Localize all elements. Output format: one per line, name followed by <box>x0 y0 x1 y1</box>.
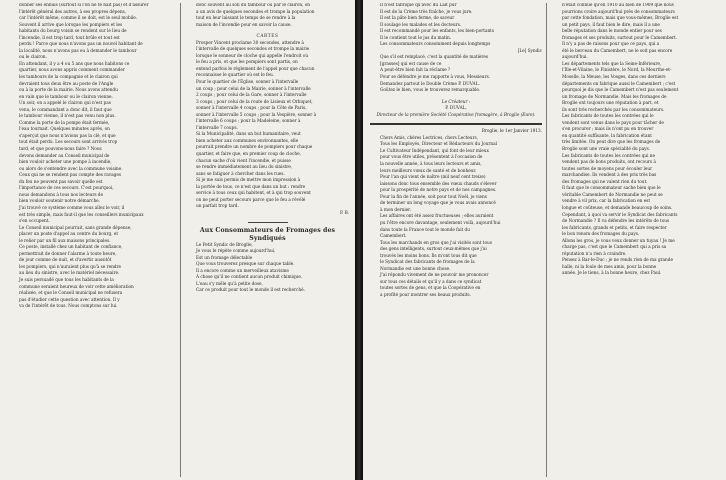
text-line: J'ai répondu vivement de ne pouvoir me prononcer <box>380 273 489 279</box>
text-line: va de l'intérêt de tous. Nous comptons sur lui. <box>19 304 118 310</box>
text-line: Les consommateurs consomment depuis longtemps <box>380 42 491 48</box>
text-line: Un soir, on a appelé le clairon qui n'est pas <box>19 101 111 107</box>
text-line: J'ai trouvé ce système comme vous allez le voir, il <box>19 205 125 211</box>
text-line: Que vous trouverez presque sur chaque table. <box>196 262 295 268</box>
text-line: Pour le quartier de l'Église, sonner à l'intervalle <box>196 80 299 86</box>
text-line: on ne peut porter secours parce que le feu a révélé <box>196 197 306 203</box>
text-line: été le berceau du Camembert, ne le soit pas encore <box>562 48 673 54</box>
text-line: l'eau tournait. Quelques minutes après, on <box>19 127 110 133</box>
syndic: [Le] Syndic <box>517 48 542 54</box>
text-line: quartier, et faire que, en premier coup de cloche, <box>196 152 301 158</box>
left-column-1 <box>9 3 175 477</box>
text-line: pas d'étudier cette question avec attention. Il y <box>19 297 120 303</box>
text-line: s'en procurer ; mais ils n'ont pu en trouver <box>562 127 654 133</box>
text-line: Pour l'an qui vient de naître (mil neuf cent treize) <box>380 175 486 181</box>
text-line: vendent pas de bons produits, ont recours à <box>562 160 656 166</box>
text-line: Si la Municipalité, dans un but humanitaire, veut <box>196 132 301 138</box>
text-line: perdu ! Parce que nous n'avons pas un nouvel habitant de <box>19 42 143 48</box>
text-line: tout en leur laissant le temps de se rendre à la <box>196 16 296 22</box>
text-line: Allons les gros, je vous veux donner un tuyau ! Je me <box>562 238 675 244</box>
text-line: trouvés les moins bons. Ils m'ont tous dit que <box>380 253 477 259</box>
text-line: l'intérêt général des autres, à ses propres dépens, <box>19 9 127 15</box>
text-line: Il soulage les malades et les docteurs. <box>380 22 462 28</box>
text-line: est très simple, mais faut-il que les conseillers municipaux <box>19 212 144 218</box>
text-line: Pour la fin de l'année, soit pour tout Noël, je viens <box>380 194 487 200</box>
text-line: un petit pays, il faut bien le dire, mais il a une <box>562 22 660 28</box>
text-line: Il est de la Crème très fraîche, je vous jure. <box>380 9 473 15</box>
text-line: la localité, nous n'avons pas eu à demander le tambour <box>19 48 137 54</box>
text-line: de terminer un long voyage que je vous avais annoncé <box>380 201 496 207</box>
text-line: Le Petit Syndic de Broglie, <box>196 242 253 248</box>
text-line: charge pas, c'est que le Camembert qui a pris sa <box>562 245 667 251</box>
text-line: reconnaisse le quartier où est le feu. <box>196 73 275 79</box>
column-rule <box>546 3 547 477</box>
right-column-1 <box>370 3 542 477</box>
text-line: Chers Amis, chères Lectrices, chers Lecteurs, <box>380 135 478 141</box>
text-line: des gens intelligents, surtout ceux-mêmes que j'ai <box>380 247 487 253</box>
text-line: devraient tous deux être au poste de l'Angle <box>19 81 114 87</box>
text-line: Il n'est fabriqué qu'avec du Lait pur <box>380 3 457 8</box>
text-line: habitants du bourg voisin se rendent sur le lieu de <box>19 29 127 35</box>
text-line: [grasses] qui est cause de ce <box>380 61 442 67</box>
text-line: à mon dernier. <box>380 207 412 213</box>
text-line: Le Conseil municipal pourrait, sans grande dépense, <box>19 225 132 231</box>
createur: Le Créateur : <box>441 99 471 105</box>
text-line: l'intervalle 6 coups ; pour la Madeleine, sonner à <box>196 119 301 125</box>
text-line: Ce poste, installé chez un habitant de confiance, <box>19 245 123 251</box>
right-column-2 <box>552 3 719 477</box>
text-line: laissons donc tous ensemble des vœux chauds s'élever <box>380 181 497 187</box>
text-line: le feu a pris, et que les pompiers sont partis, on <box>196 60 298 66</box>
text-line: Il a encore comme un merveilleux atavisme <box>196 268 289 274</box>
text-line: Prosper Vincent proclame 30 secondes, attendre à <box>196 40 304 46</box>
text-line: un coup ; pour celui de la Mairie, sonner à l'intervalle <box>196 86 311 92</box>
duval: P. DUVAL, <box>445 106 467 112</box>
text-line: année. Je le tiens, à la bonne heure, chez Paul. <box>562 271 662 277</box>
text-line: s'en occupent. <box>19 219 50 225</box>
text-line: Il n'y a pas de raisons pour que ce pays, qui a <box>562 42 660 48</box>
text-line: donc souvent au son du tambour ou par le clairon, on <box>196 3 311 8</box>
text-line: le bon renom des fromages du pays. <box>562 232 640 238</box>
text-line: de jour comme de nuit, et d'avertir aussitôt <box>19 258 112 264</box>
text-line: pu l'être encore davantage, seulement voilà, aujourd'hui <box>380 220 501 226</box>
text-line: marchandise. Ils vendent à des prix très bas <box>562 173 657 179</box>
text-line: Demandez partout le Double Crème P. DUVAL. <box>380 81 480 87</box>
text-line: pour vous être utiles, présentent à l'occasion de <box>380 155 483 161</box>
text-line: réputation n'a rien à craindre. <box>562 251 627 257</box>
text-line: pourquoi je dis que le Camembert n'est pas seulement <box>562 88 679 94</box>
text-line: se rendre immédiatement au lieu du sinistre, <box>196 165 293 171</box>
text-line: lorsque le sonneur de cloche qui appelle l'endroit où <box>196 53 309 59</box>
text-line: En attendant, il y a 4 ou 5 ans que nous habitons ce <box>19 61 130 67</box>
text-line: service à tous ceux qui habitent, et à qui trop souvent <box>196 191 311 197</box>
text-line: Je vous le répète comme aujourd'hui, <box>196 249 276 255</box>
text-line: Broglie sont une vraie spécialité du pays. <box>562 147 650 153</box>
text-line: Tous les Employés, Directeur et Rédacteurs du Journal <box>380 142 497 148</box>
text-line: le Syndicat des fabricants de fromages de la <box>380 260 475 266</box>
text-line: Si je me suis permis de mettre mon impression à <box>196 178 301 184</box>
text-line: Moselle, la Meuse, les Vosges, dans ces derniers <box>562 75 666 81</box>
poem-title: Aux Consommateurs de Fromages des Syndiqués <box>199 226 336 242</box>
left-page <box>0 0 355 480</box>
text-line: les pompiers, qui n'auraient plus qu'à se rendre <box>19 264 122 270</box>
text-line: tard, et que pouvons-nous faire ? Nous <box>19 147 102 153</box>
text-line: l'incendie, il est trop tard, tout brûle et tout est <box>19 35 120 41</box>
text-line: bien acheter aux communes environnantes, elle <box>196 138 299 144</box>
text-line: l'intervalle 7 coups. <box>196 125 238 131</box>
text-line: 3 coups ; pour celui de la route de Lisieux et Orbiquet, <box>196 99 313 105</box>
text-line: ou à la porte de la mairie. Nous avons attendu <box>19 88 118 94</box>
signature-pb: P. B. <box>339 210 349 216</box>
text-line: Comme la porte de la pompe était fermée, <box>19 120 110 126</box>
text-line: réalisée, et que le Conseil municipal ne refusera <box>19 291 123 297</box>
text-line: Il faut que le consommateur sache bien que le <box>562 186 661 192</box>
text-line: Camembert. <box>380 234 407 240</box>
text-line: permettrait de donner l'alarme à toute heure, <box>19 251 117 257</box>
text-line: bien vouloir acheter une pompe à incendie, <box>19 160 112 166</box>
text-line: leurs meilleurs vœux de santé et de bonheur. <box>380 168 477 174</box>
text-line: sur tous ces détails et qu'il y a dans ce syndicat <box>380 279 482 285</box>
text-line: placer un poste d'appel au centre du bourg, et <box>19 232 119 238</box>
text-line: Que s'il est remplacé, c'est la quantité de matières <box>380 55 489 61</box>
text-line: belle réputation dans le monde entier pour ses <box>562 29 662 35</box>
text-line: devons demander au Conseil municipal de <box>19 153 110 159</box>
text-line: Il est la pâte bien ferme, de saveur <box>380 16 455 22</box>
text-line: véritable Camembert de Normandie ne peut se <box>562 192 663 198</box>
text-line: Les fabricants de toutes les contrées qui ne <box>562 153 655 159</box>
text-line: vendent sont venus dans le pays pour tâcher de <box>562 120 664 126</box>
text-line: ou alors de s'entendre avec la commune voisine. <box>19 166 123 172</box>
text-line: aujourd'hui. <box>562 55 588 61</box>
text-line: car l'intérêt même, comme il se doit, est le seul mobile. <box>19 16 138 22</box>
text-line: le tambour vienne, il n'est pas venu non plus. <box>19 114 116 120</box>
text-line: ou le clairon. <box>19 55 47 61</box>
text-line: Les affaires ont été assez fructueuses ; elles auraient <box>380 214 494 220</box>
text-line: toutes sortes de moyens pour écouler leur <box>562 166 653 172</box>
text-line: s'aperçut que nous n'avions pas la clé, et que <box>19 133 116 139</box>
text-line: Est un fromage délectable <box>196 255 253 261</box>
text-line: Souvent il arrive que lorsque les pompiers et les <box>19 22 123 28</box>
text-line: Normandie est une bonne chose. <box>380 266 451 272</box>
text-line: nous demandons à tous nos lecteurs de <box>19 192 104 198</box>
text-line: Il est recommandé pour les enfants, les bien-portants <box>380 29 495 35</box>
text-line: Je suis persuadé que tous les habitants de la <box>19 277 114 283</box>
text-line: Car ce produit pour tout le monde il est recherché. <box>196 288 305 294</box>
text-line: pour la prospérité de notre pays et de nos campagnes. <box>380 188 497 194</box>
text-line: le relier par un fil aux maisons principales. <box>19 238 111 244</box>
right-page <box>363 0 726 480</box>
text-line: ils sont très recherchés par les consommateurs. <box>562 107 665 113</box>
text-line: maison de l'incendie pour en savoir la cause. <box>196 22 292 28</box>
text-line: 2 coups ; pour celui de la Gare, sonner à l'intervalle <box>196 93 307 99</box>
text-line: en quantité suffisante, la fabrication étant <box>562 133 652 139</box>
text-line: les tambours de la compagnie et le clairon qui <box>19 75 118 81</box>
text-line: Les fabricants de toutes les contrées qui le <box>562 114 654 120</box>
text-line: n'était connue qu'en 1910 au bien de 1909 que nous <box>562 3 674 8</box>
text-line: chacun sache d'où vient l'incendie, et puisse <box>196 158 291 164</box>
text-line: pourrions croire aujourd'hui près de consommateurs <box>562 9 675 15</box>
text-line: commune seraient heureux de voir cette amélioration <box>19 284 134 290</box>
text-line: a un avis de quelques secondes et trompe la population <box>196 9 315 15</box>
text-line: en vain que le tambour ou le clairon vienne. <box>19 94 113 100</box>
text-line: de Normandie ? Il va défendre les intérêts de tous <box>562 219 670 225</box>
section-rule <box>248 222 288 223</box>
column-rule <box>180 3 181 477</box>
text-line: la nouvelle année, à tous leurs lecteurs et amis, <box>380 162 482 168</box>
text-line: Ceux qui ne se rendent pas compte des ravages <box>19 173 122 179</box>
text-line: bien vouloir soutenir notre démarche. <box>19 199 100 205</box>
text-line: entend parfois le règlement de l'appel pour que chacun <box>196 66 315 72</box>
text-line: quartier, nous avons appris comment commander <box>19 68 125 74</box>
director-line: Directeur de la première Société Coopérative fromagère, à Broglie (Eure). <box>376 112 536 118</box>
text-line: Le Cultivateur Indépendant, qui font de leur mieux <box>380 148 489 154</box>
text-line: donner ses ennuis (surtout si l'on ne te hait pas) et d'assurer <box>19 3 149 8</box>
section-rule <box>370 123 542 125</box>
text-line: du feu ne peuvent pas savoir quelle est <box>19 179 103 185</box>
book-gutter <box>355 0 363 480</box>
text-line: des fromages qui ne valent rien du tout. <box>562 179 648 185</box>
text-line: les fabricants, grands et petits, et faire respecter <box>562 225 667 231</box>
text-line: la portée de tous, ce n'est que dans un but : rendre <box>196 184 306 190</box>
left-column-2 <box>186 3 349 477</box>
text-line: Pour se défendre je me rapporte à vous, Messieurs. <box>380 75 490 81</box>
text-line: tout était perdu. Les secours sont arrivés trop <box>19 140 118 146</box>
text-line: À chose qu'il ne contient aucun produit chimique. <box>196 275 303 281</box>
text-line: un fromage de Normandie. Mais les fromages de <box>562 94 667 100</box>
text-line: halle, ni la foule de mes amis, pour la bonne <box>562 264 657 270</box>
text-line: sans se fatiguer à chercher dans les rues. <box>196 171 285 177</box>
text-line: au lieu du sinistre, avec le matériel nécessaire. <box>19 271 120 277</box>
text-line: Cependant, à quoi va servir le Syndicat des fabricants <box>562 212 678 218</box>
text-line: l'importance de ces secours. C'est pourquoi, <box>19 186 114 192</box>
text-line: longue et coûteuse, et demande beaucoup de soins. <box>562 205 673 211</box>
text-line: L'eau s'y mêle qu'à petite dose, <box>196 281 263 287</box>
text-line: venu, le commandant a donc dit, il faut que <box>19 107 112 113</box>
text-line: pourrait prendre un nombre de pompiers pour chaque <box>196 145 313 151</box>
text-line: fromages et ses produits, surtout pour le Camembert. <box>562 35 678 41</box>
text-line: vendre à vil prix, car la fabrication en est <box>562 199 651 205</box>
text-line: sonner à l'intervalle 5 coups ; pour la Vespière, sonner à <box>196 112 317 118</box>
text-line: Pensez à Bar-le-Duc ; je ne rends rien de ma grande <box>562 258 673 264</box>
text-line: Il le contient tout le jus du matin. <box>380 35 452 41</box>
text-line: Goûtez le bien, vous le trouverez remarquable. <box>380 88 481 94</box>
text-line: un parfait trop tard. <box>196 204 239 210</box>
text-line: Les départements tels que la Seine-Inférieure, <box>562 61 662 67</box>
cartes: CARTES <box>256 34 279 40</box>
text-line: a profité pour montrer ses beaux produits. <box>380 292 471 298</box>
text-line: par cette fondation, mais que vous-mêmes, Broglie est <box>562 16 679 22</box>
text-line: toutes sortes de gens, et que la Coopérative en <box>380 286 481 292</box>
text-line: A peut-être bien fait la réclame ? <box>380 68 451 74</box>
text-line: dans toute la France tout le monde fait du <box>380 227 470 233</box>
text-line: l'intervalle de quelques secondes et trompe la mairie <box>196 47 310 53</box>
text-line: Broglie ont toujours une réputation à part, et <box>562 101 659 107</box>
text-line: Tous les marchands en gros que j'ai visités sont tous <box>380 240 492 246</box>
text-line: l'Ille-et-Vilaine, le Finistère, le Nord, la Meurthe-et- <box>562 68 672 74</box>
text-line: sonner à l'intervalle 4 coups ; pour la Côte de Paris, <box>196 106 307 112</box>
dateline: Broglie, le 1er Janvier 1913. <box>481 129 542 135</box>
text-line: départements on fabrique aussi le Camembert ; c'est <box>562 81 676 87</box>
text-line: très limitée. On peut dire que les fromages de <box>562 140 661 146</box>
